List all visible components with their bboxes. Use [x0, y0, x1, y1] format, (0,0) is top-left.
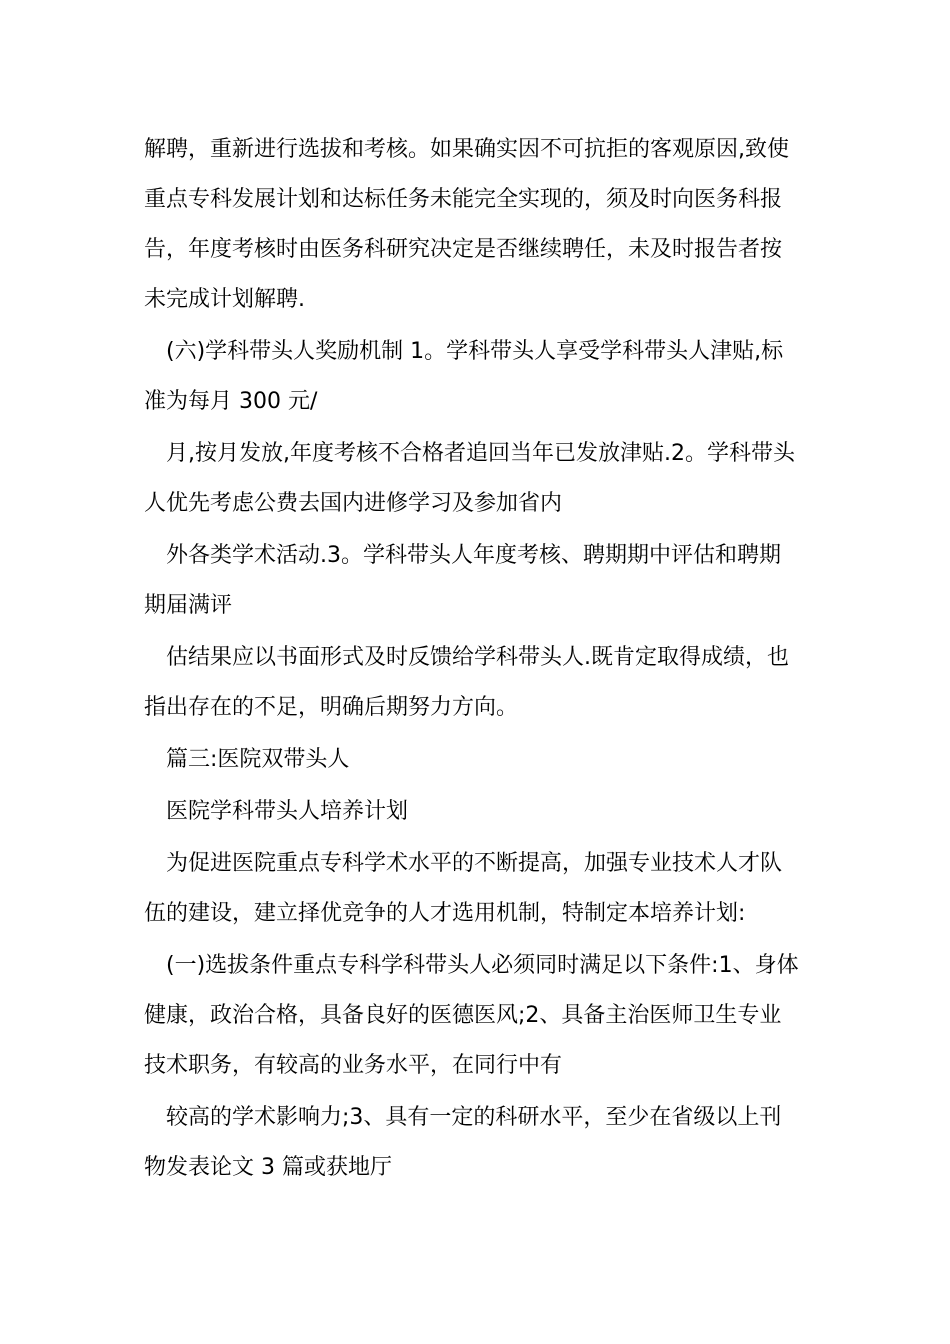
text-line: 告，年度考核时由医务科研究决定是否继续聘任，未及时报告者按 [144, 237, 783, 262]
text-line: 准为每月 300 元/ [144, 389, 318, 414]
text-line: 期届满评 [144, 593, 233, 618]
text-line: 重点专科发展计划和达标任务未能完全实现的，须及时向医务科报 [144, 187, 783, 212]
text-line: 月,按月发放,年度考核不合格者追回当年已发放津贴.2。学科带头 [166, 441, 795, 466]
section-title: 医院学科带头人培养计划 [166, 799, 409, 824]
text-line: 解聘，重新进行选拔和考核。如果确实因不可抗拒的客观原因,致使 [144, 137, 789, 162]
text-line: 较高的学术影响力;3、具有一定的科研水平，至少在省级以上刊 [166, 1105, 782, 1130]
text-line: 健康，政治合格，具备良好的医德医风;2、具备主治医师卫生专业 [144, 1003, 782, 1028]
text-line: (六)学科带头人奖励机制 1。学科带头人享受学科带头人津贴,标 [166, 339, 784, 364]
text-line: 估结果应以书面形式及时反馈给学科带头人.既肯定取得成绩，也 [166, 645, 789, 670]
text-line: 技术职务，有较高的业务水平，在同行中有 [144, 1053, 563, 1078]
text-line: 为促进医院重点专科学术水平的不断提高，加强专业技术人才队 [166, 851, 783, 876]
text-line: 未完成计划解聘. [144, 287, 305, 312]
text-line: (一)选拔条件重点专科学科带头人必须同时满足以下条件:1、身体 [166, 953, 799, 978]
text-line: 外各类学术活动.3。学科带头人年度考核、聘期期中评估和聘期 [166, 543, 781, 568]
text-line: 人优先考虑公费去国内进修学习及参加省内 [144, 491, 563, 516]
section-heading: 篇三:医院双带头人 [166, 747, 350, 772]
text-line: 伍的建设，建立择优竞争的人才选用机制，特制定本培养计划: [144, 901, 746, 926]
text-line: 指出存在的不足，明确后期努力方向。 [144, 695, 519, 720]
text-line: 物发表论文 3 篇或获地厅 [144, 1155, 392, 1180]
